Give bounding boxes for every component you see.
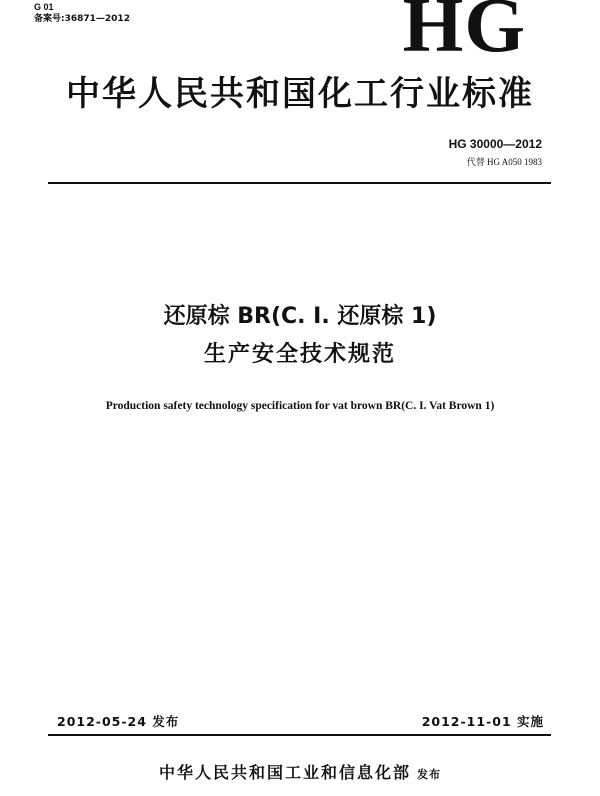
standard-number: HG 30000—2012 [448,137,542,151]
replaces-standard: 代替 HG A050 1983 [466,157,542,167]
issuer-line [0,762,600,786]
title-english: Production safety technology specification for vat brown BR(C. I. Vat Brown 1) [105,400,495,412]
footer-divider [48,734,551,736]
title-chinese-line2: 生产安全技术规范 [203,342,396,367]
classification-code: G 01 [34,2,54,12]
issuer-verb: 发布 [417,768,441,781]
hg-logo: HG [402,0,526,68]
header-divider [48,182,551,184]
issuer-name: 中华人民共和国工业和信息化部 [158,763,411,782]
implementation-date: 2012-11-01 实施 [421,714,544,729]
record-number: 备案号:36871—2012 [34,14,130,24]
standard-type-heading: 中华人民共和国化工行业标准 [66,74,534,114]
issue-date: 2012-05-24 发布 [57,714,180,729]
title-chinese-line1: 还原棕 BR(C. I. 还原棕 1) [163,304,437,329]
